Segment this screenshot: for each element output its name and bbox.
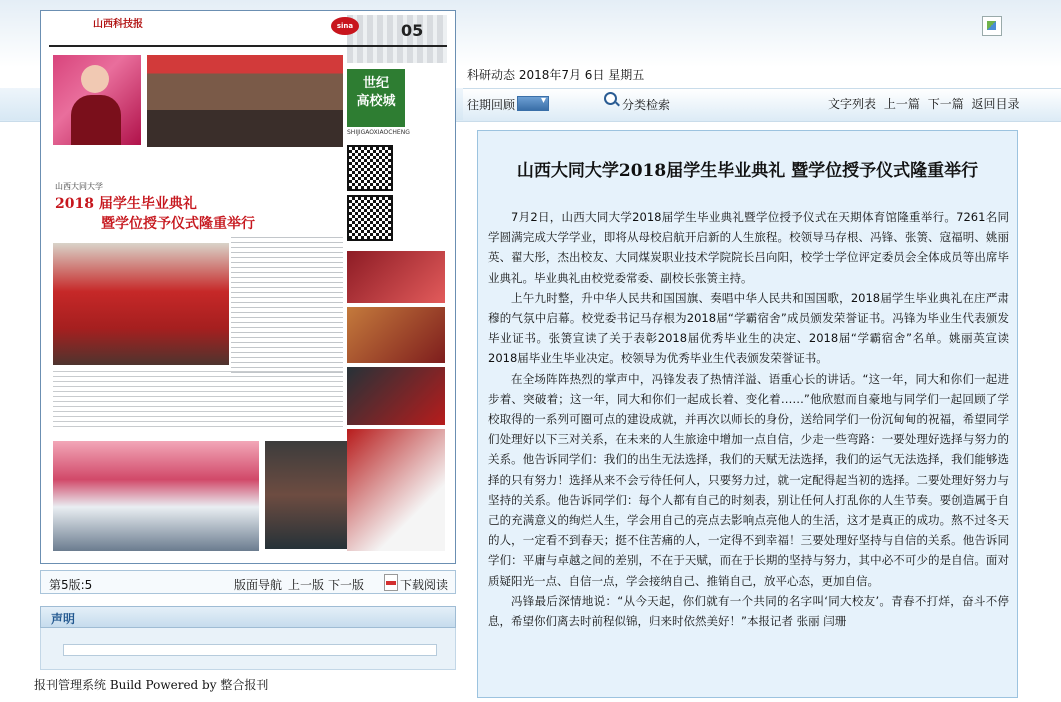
column-pinyin: SHIJIGAOXIAOCHENG xyxy=(347,129,410,136)
prev-page-link[interactable]: 上一版 xyxy=(288,578,325,592)
text-list-link[interactable]: 文字列表 xyxy=(828,97,877,111)
group-photo-image[interactable] xyxy=(147,55,343,147)
statement-heading: 声明 xyxy=(51,612,76,626)
article-title: 山西大同大学2018届学生毕业典礼 暨学位授予仪式隆重举行 xyxy=(516,161,979,181)
ceremony-hall-image[interactable] xyxy=(53,243,229,365)
sina-logo: sina xyxy=(331,17,359,35)
page-navigation-bar xyxy=(40,570,456,594)
search-icon[interactable] xyxy=(604,92,617,105)
side-photo-image[interactable] xyxy=(347,307,445,363)
newspaper-headline-1[interactable]: 2018 届学生毕业典礼 xyxy=(55,196,197,212)
article-paragraph: 7月2日，山西大同大学2018届学生毕业典礼暨学位授予仪式在天期体育馆隆重举行。7261名同学圆满完成大学学业，即将从母校启航开启新的人生旅程。校领导马存根、冯锋、张箦、寇福明、姚丽英、翟大彤，杰出校友、大同煤炭职业技术学院院长吕向阳，校学士学位评定委员会全体成员等出席毕业典礼。毕业典礼由校党委常委、副校长张箦主持。 xyxy=(488,210,1009,285)
article-body xyxy=(488,207,1009,631)
column-title: 世纪 高校城 xyxy=(347,69,405,127)
article-paragraph: 冯锋最后深情地说：“从今天起，你们就有一个共同的名字叫‘同大校友’。青春不打烊，奋斗不停息，希望你们离去时前程似锦，归来时依然美好！”本报记者 张丽 闫珊 xyxy=(488,593,1009,629)
calendar-dropdown-icon[interactable] xyxy=(517,96,549,111)
layout-nav-link[interactable]: 版面导航 xyxy=(234,578,283,592)
article-paragraph: 在全场阵阵热烈的掌声中，冯锋发表了热情洋溢、语重心长的讲话。“这一年，同大和你们一起进步着、突破着；这一年，同大和你们一起成长着、变化着……”他欣慰而自豪地与同学们一起回顾了学校取得的一系列可圈可点的建设成就，并再次以师长的身份，送给同学们一份沉甸甸的祝福，希望同学们处理好以下三对关系，在未来的人生旅途中增加一点自信，少走一些弯路：一要处理好选择与努力的关系。他告诉同学们：我们的出生无法选择，我们的天赋无法选择，我们的运气无法选择，我们能够选择的只有努力！选择从来不会亏待任何人，只要努力过，就一定配得起当初的选择。二要处理好努力与坚持的关系。他告诉同学们：每个人都有自己的时刻表，别让任何人打乱你的人生节奏。要创造属于自己的充满意义的绚烂人生，学会用自己的亮点去影响点亮他人的生活，这才是真正的成功。熬不过冬天的人，一定看不到春天；挺不住苦痛的人，一定得不到幸福！三要处理好坚持与自信的关系。他告诉同学们：平庸与卓越之间的差别，不在于天赋，而在于长期的坚持与努力，其中必不可少的是自信。面对质疑阳光一点、自信一点，学会接纳自己、推销自己，放平心态，更加自信。 xyxy=(488,371,1009,588)
next-page-link[interactable]: 下一版 xyxy=(328,578,365,592)
newspaper-page-image[interactable] xyxy=(40,10,456,564)
footer-text: 报刊管理系统 Build Powered by 整合报刊 xyxy=(34,678,269,692)
header-rule xyxy=(49,45,447,47)
portrait-gown xyxy=(71,95,121,145)
back-to-index-link[interactable]: 返回目录 xyxy=(971,97,1020,111)
back-issues-label: 往期回顾 xyxy=(467,98,516,112)
newspaper-headline-2[interactable]: 暨学位授予仪式隆重举行 xyxy=(101,216,255,232)
article-text-columns xyxy=(53,371,343,427)
qr-code-icon xyxy=(347,195,393,241)
category-search-link[interactable]: 分类检索 xyxy=(622,98,671,112)
side-photo-image[interactable] xyxy=(347,367,445,425)
pdf-icon[interactable] xyxy=(384,574,398,591)
city-skyline-image xyxy=(347,15,447,63)
newspaper-kicker: 山西大同大学 xyxy=(55,182,103,191)
statement-body xyxy=(40,628,456,670)
side-photo-image[interactable] xyxy=(347,251,445,303)
graduate-portrait-image[interactable] xyxy=(53,55,141,145)
prev-article-link[interactable]: 上一篇 xyxy=(883,97,920,111)
statement-content-box xyxy=(63,644,437,656)
next-article-link[interactable]: 下一篇 xyxy=(927,97,964,111)
newspaper-masthead: 山西科技报 xyxy=(93,19,143,30)
article-panel xyxy=(477,130,1018,698)
article-text-block xyxy=(231,237,343,377)
article-paragraph: 上午九时整，升中华人民共和国国旗、奏唱中华人民共和国国歌，2018届学生毕业典礼在庄严肃穆的气氛中启幕。校党委书记马存根为2018届“学霸宿舍”成员颁发荣誉证书。冯锋为毕业生代表颁发毕业证书。张箦宣读了关于表彰2018届优秀毕业生的决定、2018届“学霸宿舍”名单。姚丽英宣读2018届毕业生毕业决定。校领导为优秀毕业生代表颁发荣誉证书。 xyxy=(488,290,1009,366)
portrait-face xyxy=(81,65,109,93)
image-placeholder-icon xyxy=(982,16,1002,36)
page-number: 05 xyxy=(401,21,424,40)
dateline: 科研动态 2018年7月 6日 星期五 xyxy=(467,68,645,82)
qr-code-icon xyxy=(347,145,393,191)
statement-header xyxy=(40,606,456,628)
download-link[interactable]: 下载阅读 xyxy=(400,578,449,592)
stage-photo-image[interactable] xyxy=(53,441,259,551)
article-nav xyxy=(828,95,1024,112)
page-label: 第5版:5 xyxy=(49,578,93,592)
side-photo-image[interactable] xyxy=(347,429,445,551)
